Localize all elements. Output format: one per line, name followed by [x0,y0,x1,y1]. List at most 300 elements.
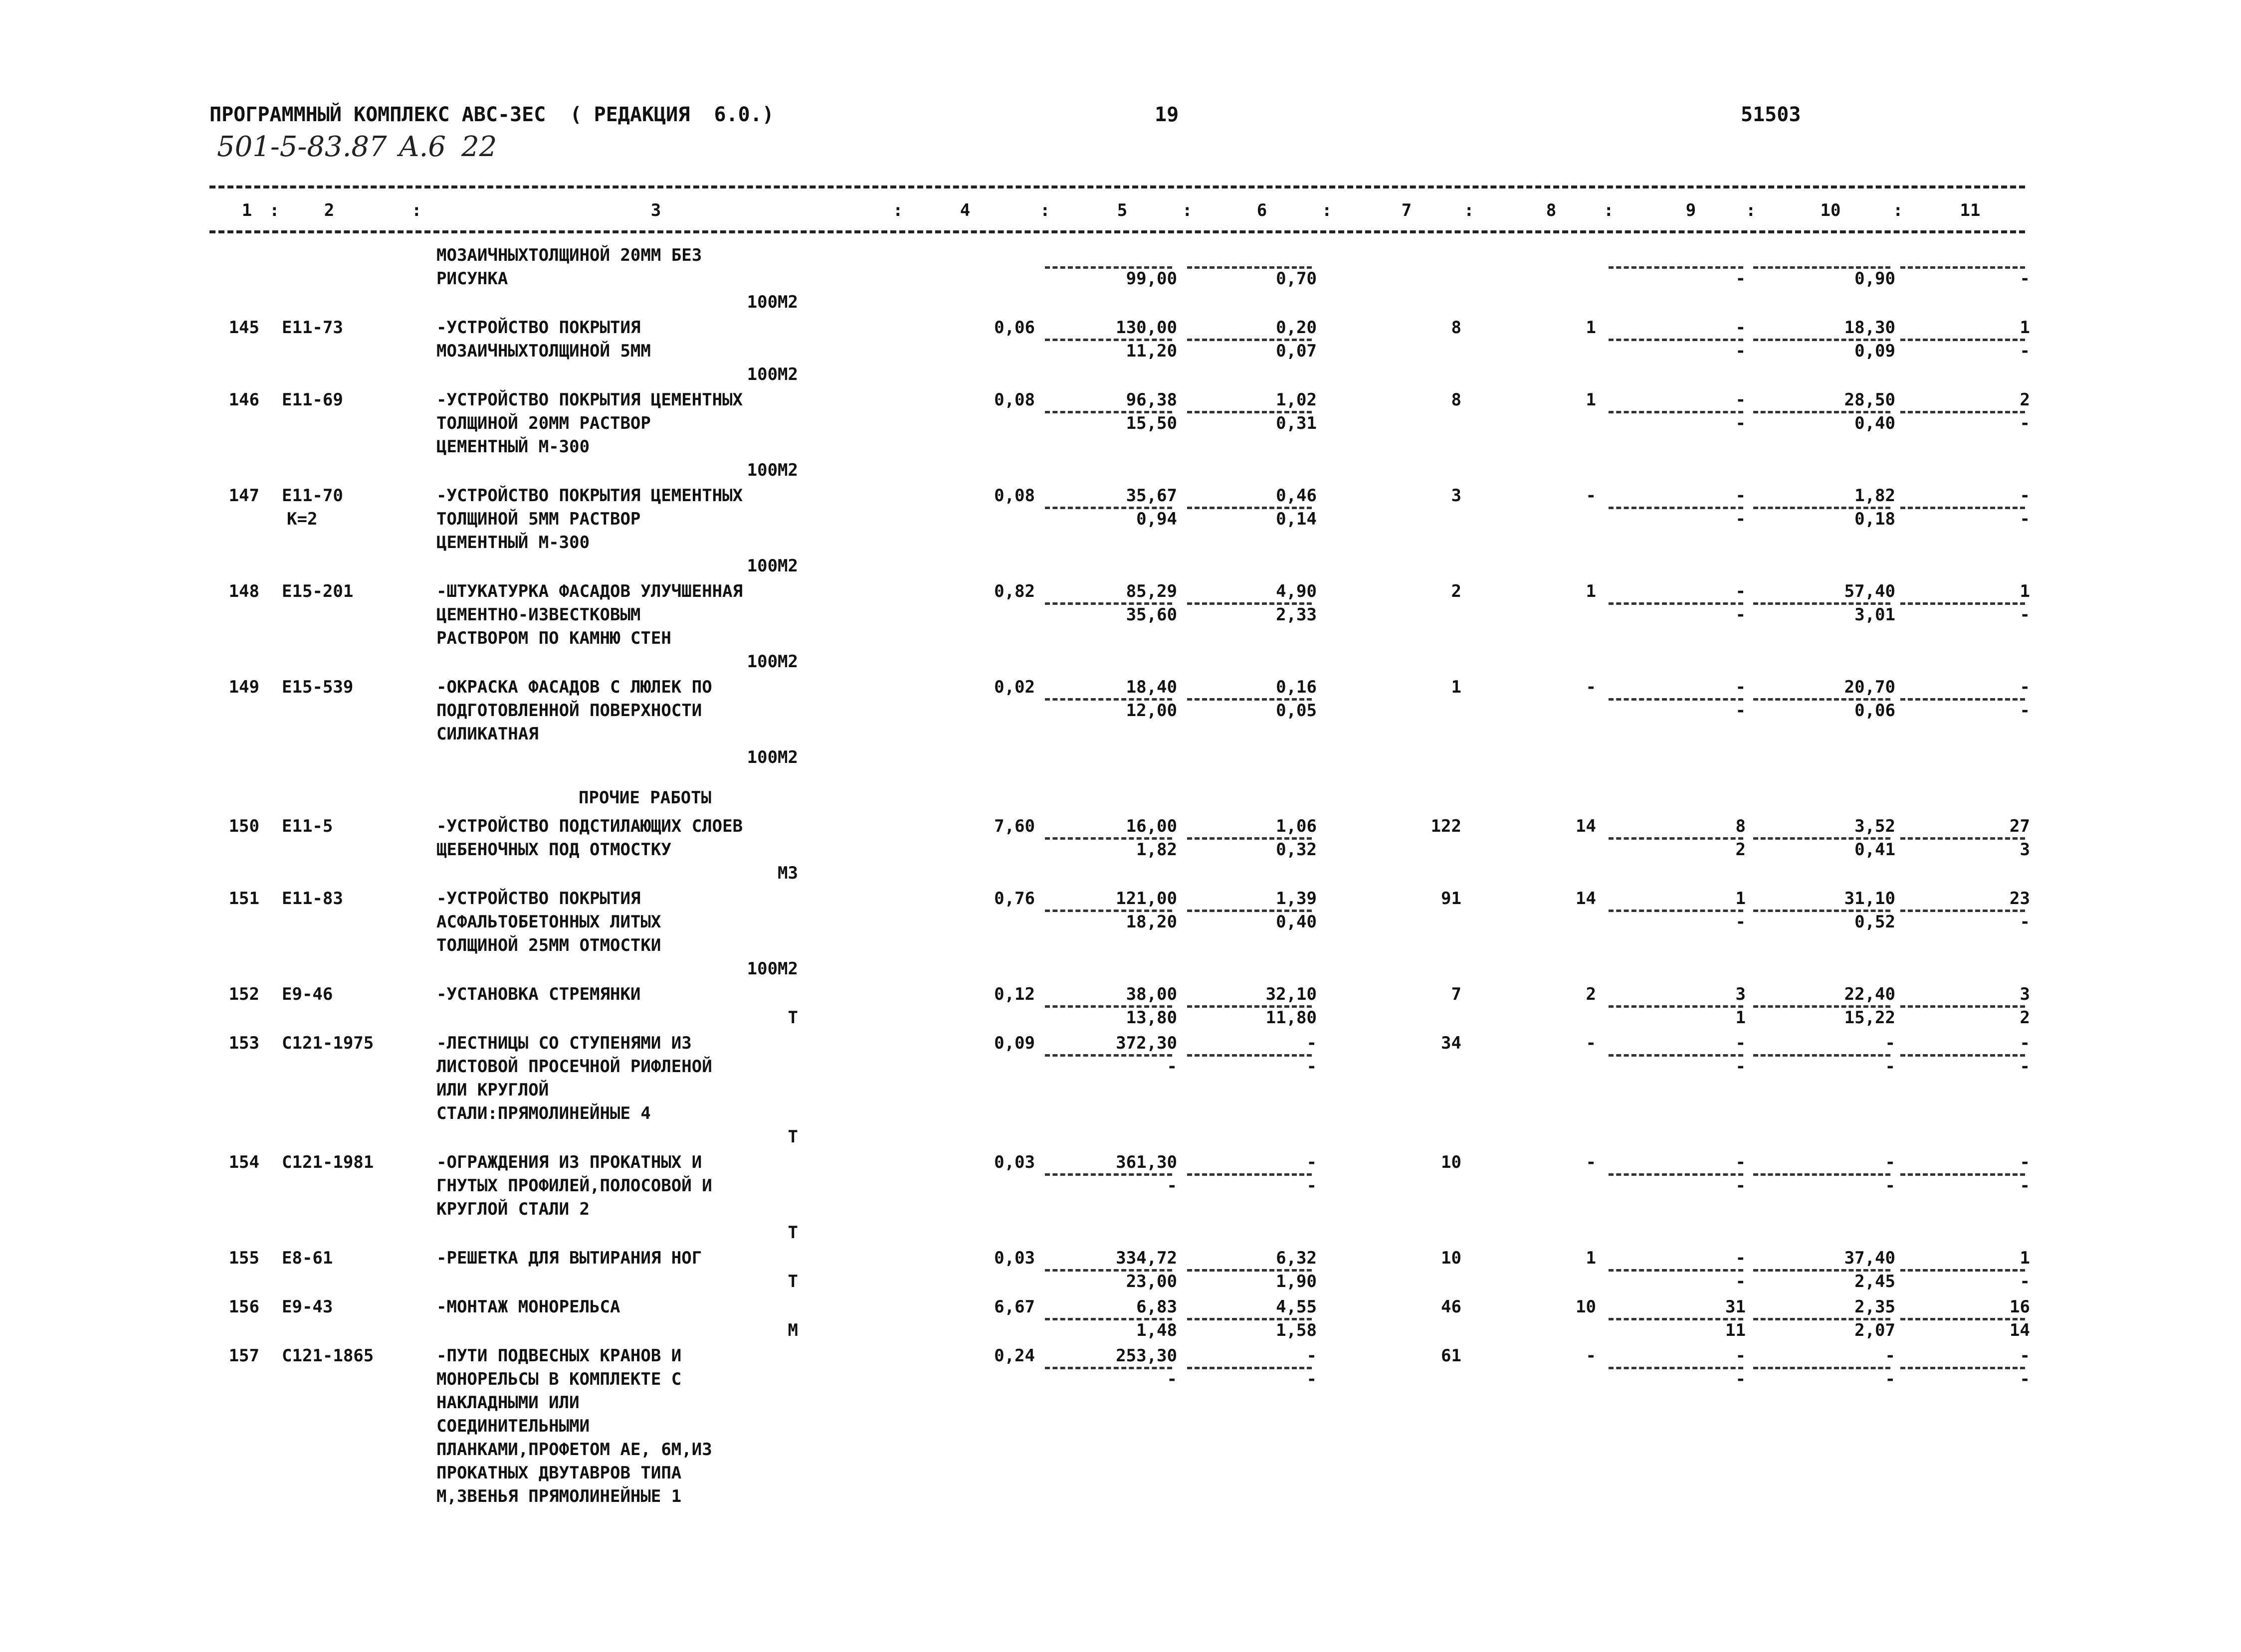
value-c6a: 0,20 [1276,318,1317,338]
value-c7: 1 [1451,677,1461,697]
value-c10b: 2,07 [1854,1320,1895,1340]
value-underline [1187,1054,1312,1057]
value-underline [1900,910,2025,912]
work-description: -ОКРАСКА ФАСАДОВ С ЛЮЛЕК ПО [436,677,712,697]
value-c4: 0,12 [994,984,1035,1004]
value-c10b: 0,90 [1854,269,1895,289]
handwritten-album: A.6 [399,131,446,163]
value-c9a: - [1735,1033,1746,1053]
work-description: АСФАЛЬТОБЕТОННЫХ ЛИТЫХ [436,912,661,932]
column-separator: : [1893,200,1903,220]
value-underline [1900,837,2025,840]
value-c5a: 16,00 [1126,816,1177,836]
value-c4: 7,60 [994,816,1035,836]
norm-code: Е15-201 [282,581,354,601]
value-underline [1900,602,2025,605]
row-number: 149 [228,677,259,697]
work-description: НАКЛАДНЫМИ ИЛИ [436,1393,580,1413]
norm-code: Е11-73 [282,318,343,338]
value-c4: 0,82 [994,581,1035,601]
row-number: 155 [228,1248,259,1268]
value-c11b: 14 [2010,1320,2030,1340]
value-underline [1900,411,2025,413]
value-c5a: 38,00 [1126,984,1177,1004]
value-underline [1900,1054,2025,1057]
work-description: -УСТАНОВКА СТРЕМЯНКИ [436,984,641,1004]
value-c6b: 0,14 [1276,509,1317,529]
value-underline [1609,1269,1743,1272]
value-c5b: - [1167,1176,1177,1196]
value-c7: 3 [1451,486,1461,506]
value-c9b: 1 [1735,1008,1746,1028]
value-c11b: - [2020,413,2030,433]
work-description: -УСТРОЙСТВО ПОКРЫТИЯ [436,318,641,338]
value-c9b: - [1735,1272,1746,1291]
value-c8: - [1586,1152,1596,1172]
value-c5b: 15,50 [1126,413,1177,433]
value-c4: 0,09 [994,1033,1035,1053]
value-c6a: 4,90 [1276,581,1317,601]
value-underline [1900,1367,2025,1369]
value-c6a: 1,39 [1276,889,1317,909]
value-c11a: - [2020,677,2030,697]
column-number-6: 6 [1256,200,1267,220]
value-c11b: - [2020,341,2030,361]
value-c6b: - [1306,1176,1317,1196]
value-c5b: - [1167,1057,1177,1077]
column-separator: : [1464,200,1474,220]
value-c10a: 20,70 [1844,677,1895,697]
value-c7: 7 [1451,984,1461,1004]
value-c9b: - [1735,269,1746,289]
value-c8: 1 [1586,390,1596,410]
value-c9b: - [1735,701,1746,721]
value-c9a: 31 [1725,1297,1746,1317]
work-description: МОЗАИЧНЫХТОЛЩИНОЙ 20ММ БЕЗ [436,245,702,265]
value-underline [1609,266,1743,269]
value-c6b: - [1306,1057,1317,1077]
value-c5a: 18,40 [1126,677,1177,697]
value-underline [1045,1054,1172,1057]
value-c7: 10 [1441,1152,1461,1172]
value-c6a: 0,46 [1276,486,1317,506]
column-separator: : [1040,200,1050,220]
value-c11b: 3 [2020,840,2030,860]
value-c11a: - [2020,1152,2030,1172]
value-c5b: 99,00 [1126,269,1177,289]
value-underline [1900,1173,2025,1176]
column-number-3: 3 [650,200,661,220]
value-c10a: 28,50 [1844,390,1895,410]
value-c8: 1 [1586,581,1596,601]
row-number: 146 [228,390,259,410]
row-number: 154 [228,1152,259,1172]
value-c5a: 334,72 [1116,1248,1177,1268]
value-c10b: 3,01 [1854,605,1895,625]
work-description: ПЛАНКАМИ,ПРОФЕТОМ АЕ, 6М,ИЗ [436,1440,712,1460]
value-c4: 0,08 [994,486,1035,506]
value-c6a: - [1306,1346,1317,1366]
value-c8: - [1586,677,1596,697]
value-c6a: 32,10 [1265,984,1317,1004]
unit-of-measure: 100М2 [747,556,798,576]
value-c10b: 0,40 [1854,413,1895,433]
value-c9b: - [1735,1057,1746,1077]
work-description: -УСТРОЙСТВО ПОКРЫТИЯ [436,889,641,909]
value-c9b: - [1735,912,1746,932]
value-c6a: 1,06 [1276,816,1317,836]
value-c5b: 12,00 [1126,701,1177,721]
value-c10b: 15,22 [1844,1008,1895,1028]
unit-of-measure: М [788,1320,798,1340]
value-underline [1045,1367,1172,1369]
value-c11b: - [2020,605,2030,625]
unit-of-measure: 100М2 [747,959,798,979]
value-c10a: 3,52 [1854,816,1895,836]
row-number: 148 [228,581,259,601]
value-c9a: 3 [1735,984,1746,1004]
value-c7: 10 [1441,1248,1461,1268]
work-description: ТОЛЩИНОЙ 5ММ РАСТВОР [436,509,641,529]
value-c9b: - [1735,341,1746,361]
column-separator: : [269,200,280,220]
work-description: ЦЕМЕНТНЫЙ М-300 [436,533,590,552]
work-description: -УСТРОЙСТВО ПОДСТИЛАЮЩИХ СЛОЕВ [436,816,743,836]
value-c10a: - [1885,1033,1895,1053]
value-underline [1187,1173,1312,1176]
value-c6a: - [1306,1152,1317,1172]
value-c10b: 0,41 [1854,840,1895,860]
row-number: 153 [228,1033,259,1053]
value-c10a: 18,30 [1844,318,1895,338]
value-underline [1609,910,1743,912]
unit-of-measure: 100М2 [747,365,798,384]
value-c9b: - [1735,1176,1746,1196]
value-c10a: 2,35 [1854,1297,1895,1317]
value-c5a: 96,38 [1126,390,1177,410]
column-number-2: 2 [324,200,335,220]
value-c11a: 23 [2010,889,2030,909]
value-c11a: 27 [2010,816,2030,836]
value-c6a: 0,16 [1276,677,1317,697]
value-underline [1753,1054,1890,1057]
column-number-5: 5 [1117,200,1128,220]
value-c10b: 2,45 [1854,1272,1895,1291]
value-c10a: 31,10 [1844,889,1895,909]
norm-code: Е11-70 [282,486,343,506]
value-underline [1753,1173,1890,1176]
norm-code-coefficient: К=2 [287,509,318,529]
value-c6a: 6,32 [1276,1248,1317,1268]
value-c4: 0,06 [994,318,1035,338]
norm-code: Е9-46 [282,984,333,1004]
value-c6b: 11,80 [1265,1008,1317,1028]
value-c6b: 0,05 [1276,701,1317,721]
norm-code: Е11-5 [282,816,333,836]
value-c11a: - [2020,1033,2030,1053]
value-c10b: 0,06 [1854,701,1895,721]
value-c7: 2 [1451,581,1461,601]
value-c8: 10 [1576,1297,1596,1317]
norm-code: Е8-61 [282,1248,333,1268]
value-c8: 14 [1576,889,1596,909]
column-number-7: 7 [1401,200,1412,220]
handwritten-doc-number: 501-5-83.87 [217,131,387,163]
value-c4: 0,02 [994,677,1035,697]
row-number: 152 [228,984,259,1004]
column-number-11: 11 [1960,200,1981,220]
value-c9a: 8 [1735,816,1746,836]
value-c11a: 1 [2020,581,2030,601]
page-number: 19 [1155,103,1179,126]
work-description: ТОЛЩИНОЙ 20ММ РАСТВОР [436,413,651,433]
work-description: СИЛИКАТНАЯ [436,724,539,744]
work-description: СОЕДИНИТЕЛЬНЫМИ [436,1416,590,1436]
value-underline [1753,1367,1890,1369]
row-number: 151 [228,889,259,909]
value-c9a: - [1735,1152,1746,1172]
row-number: 150 [228,816,259,836]
value-c6b: 0,40 [1276,912,1317,932]
value-c4: 6,67 [994,1297,1035,1317]
value-c11a: 2 [2020,390,2030,410]
work-description: ПОДГОТОВЛЕННОЙ ПОВЕРХНОСТИ [436,701,702,721]
value-c7: 122 [1430,816,1461,836]
value-c9b: - [1735,413,1746,433]
column-separator: : [893,200,903,220]
value-c11a: 1 [2020,318,2030,338]
value-c7: 8 [1451,390,1461,410]
work-description: МОНОРЕЛЬСЫ В КОМПЛЕКТЕ С [436,1369,682,1389]
value-underline [1900,1269,2025,1272]
value-c9b: - [1735,1369,1746,1389]
value-c6a: - [1306,1033,1317,1053]
value-c8: 14 [1576,816,1596,836]
work-description: ЦЕМЕНТНО-ИЗВЕСТКОВЫМ [436,605,641,625]
value-c9b: - [1735,509,1746,529]
work-description: ИЛИ КРУГЛОЙ [436,1080,549,1100]
work-description: -ШТУКАТУРКА ФАСАДОВ УЛУЧШЕННАЯ [436,581,743,601]
value-underline [1900,507,2025,509]
value-underline [1609,1173,1743,1176]
work-description: РИСУНКА [436,269,508,289]
unit-of-measure: Т [788,1272,798,1291]
header-rule-bottom [209,230,2025,233]
value-c9b: 2 [1735,840,1746,860]
norm-code: Е11-69 [282,390,343,410]
value-underline [1045,1173,1172,1176]
value-underline [1900,1318,2025,1320]
row-number: 156 [228,1297,259,1317]
value-c10b: 0,52 [1854,912,1895,932]
value-c6b: 0,07 [1276,341,1317,361]
value-c4: 0,76 [994,889,1035,909]
value-c5b: 0,94 [1136,509,1177,529]
column-separator: : [1604,200,1614,220]
value-c5a: 85,29 [1126,581,1177,601]
value-c5b: 1,48 [1136,1320,1177,1340]
value-c6b: 2,33 [1276,605,1317,625]
value-c8: 1 [1586,1248,1596,1268]
value-c10b: - [1885,1369,1895,1389]
value-c6b: 0,70 [1276,269,1317,289]
unit-of-measure: Т [788,1127,798,1147]
value-underline [1609,507,1743,509]
unit-of-measure: 100М2 [747,747,798,767]
value-c9a: - [1735,1346,1746,1366]
value-underline [1900,266,2025,269]
value-underline [1609,339,1743,341]
work-description: КРУГЛОЙ СТАЛИ 2 [436,1199,590,1219]
value-c6b: 1,58 [1276,1320,1317,1340]
value-c5b: 11,20 [1126,341,1177,361]
value-c5a: 372,30 [1116,1033,1177,1053]
column-number-10: 10 [1820,200,1841,220]
value-c9a: - [1735,390,1746,410]
value-c5b: 1,82 [1136,840,1177,860]
unit-of-measure: 100М2 [747,652,798,672]
work-description: -ЛЕСТНИЦЫ СО СТУПЕНЯМИ ИЗ [436,1033,692,1053]
value-c11b: - [2020,1057,2030,1077]
column-separator: : [1322,200,1332,220]
work-description: -УСТРОЙСТВО ПОКРЫТИЯ ЦЕМЕНТНЫХ [436,390,743,410]
document-code: 51503 [1741,103,1801,126]
value-underline [1609,698,1743,701]
work-description: -ПУТИ ПОДВЕСНЫХ КРАНОВ И [436,1346,682,1366]
value-c7: 61 [1441,1346,1461,1366]
header-rule-top [209,185,2025,188]
value-c11a: 3 [2020,984,2030,1004]
value-c11b: - [2020,701,2030,721]
value-c8: - [1586,1033,1596,1053]
norm-code: С121-1981 [282,1152,374,1172]
value-underline [1900,1005,2025,1008]
value-c6a: 1,02 [1276,390,1317,410]
row-number: 145 [228,318,259,338]
value-c11b: - [2020,1176,2030,1196]
value-underline [1900,698,2025,701]
value-c8: 2 [1586,984,1596,1004]
column-number-1: 1 [241,200,252,220]
value-c10b: - [1885,1176,1895,1196]
value-c9b: - [1735,605,1746,625]
work-description: ЩЕБЕНОЧНЫХ ПОД ОТМОСТКУ [436,840,671,860]
value-c9b: 11 [1725,1320,1746,1340]
value-c11b: 2 [2020,1008,2030,1028]
value-c10a: 22,40 [1844,984,1895,1004]
value-c8: - [1586,1346,1596,1366]
section-heading: ПРОЧИЕ РАБОТЫ [579,788,712,808]
value-c5a: 121,00 [1116,889,1177,909]
norm-code: Е15-539 [282,677,354,697]
value-c5a: 253,30 [1116,1346,1177,1366]
work-description: РАСТВОРОМ ПО КАМНЮ СТЕН [436,628,671,648]
value-c11a: - [2020,1346,2030,1366]
value-c6a: 4,55 [1276,1297,1317,1317]
column-separator: : [411,200,422,220]
value-c11b: - [2020,1272,2030,1291]
row-number: 157 [228,1346,259,1366]
norm-code: С121-1865 [282,1346,374,1366]
handwritten-sheet: 22 [461,131,497,163]
value-c6b: 0,31 [1276,413,1317,433]
value-c11b: - [2020,269,2030,289]
value-c7: 91 [1441,889,1461,909]
column-number-8: 8 [1546,200,1557,220]
value-underline [1609,1367,1743,1369]
work-description: М,ЗВЕНЬЯ ПРЯМОЛИНЕЙНЫЕ 1 [436,1486,682,1506]
value-c6b: - [1306,1369,1317,1389]
work-description: СТАЛИ:ПРЯМОЛИНЕЙНЫЕ 4 [436,1103,651,1123]
value-c5a: 361,30 [1116,1152,1177,1172]
work-description: МОЗАИЧНЫХТОЛЩИНОЙ 5ММ [436,341,651,361]
column-separator: : [1182,200,1193,220]
value-c4: 0,03 [994,1248,1035,1268]
value-c6b: 1,90 [1276,1272,1317,1291]
value-c4: 0,24 [994,1346,1035,1366]
value-c5b: 13,80 [1126,1008,1177,1028]
value-c11a: - [2020,486,2030,506]
value-underline [1609,1318,1743,1320]
work-description: ПРОКАТНЫХ ДВУТАВРОВ ТИПА [436,1463,682,1483]
unit-of-measure: Т [788,1223,798,1243]
value-c10b: 0,09 [1854,341,1895,361]
value-c5a: 6,83 [1136,1297,1177,1317]
value-underline [1609,1005,1743,1008]
value-c5b: 23,00 [1126,1272,1177,1291]
value-c7: 34 [1441,1033,1461,1053]
value-c11b: - [2020,912,2030,932]
value-c10b: - [1885,1057,1895,1077]
work-description: ЦЕМЕНТНЫЙ М-300 [436,437,590,457]
value-c9a: 1 [1735,889,1746,909]
value-c5a: 35,67 [1126,486,1177,506]
work-description: -УСТРОЙСТВО ПОКРЫТИЯ ЦЕМЕНТНЫХ [436,486,743,506]
column-number-4: 4 [960,200,971,220]
work-description: ТОЛЩИНОЙ 25ММ ОТМОСТКИ [436,935,661,955]
unit-of-measure: 100М2 [747,460,798,480]
value-c10b: 0,18 [1854,509,1895,529]
value-c7: 46 [1441,1297,1461,1317]
norm-code: Е11-83 [282,889,343,909]
value-c8: - [1586,486,1596,506]
value-c10a: 37,40 [1844,1248,1895,1268]
value-c9a: - [1735,318,1746,338]
value-c9a: - [1735,486,1746,506]
unit-of-measure: Т [788,1008,798,1028]
program-title: ПРОГРАММНЫЙ КОМПЛЕКС АВС-ЗЕС ( РЕДАКЦИЯ 6.0.) [209,103,774,126]
norm-code: Е9-43 [282,1297,333,1317]
value-underline [1609,602,1743,605]
value-c10a: 1,82 [1854,486,1895,506]
value-c4: 0,03 [994,1152,1035,1172]
work-description: ГНУТЫХ ПРОФИЛЕЙ,ПОЛОСОВОЙ И [436,1176,712,1196]
value-c11a: 1 [2020,1248,2030,1268]
value-c5b: 18,20 [1126,912,1177,932]
value-c11b: - [2020,509,2030,529]
work-description: -РЕШЕТКА ДЛЯ ВЫТИРАНИЯ НОГ [436,1248,702,1268]
value-c6b: 0,32 [1276,840,1317,860]
value-underline [1609,1054,1743,1057]
value-underline [1609,411,1743,413]
column-number-9: 9 [1685,200,1696,220]
work-description: -ОГРАЖДЕНИЯ ИЗ ПРОКАТНЫХ И [436,1152,702,1172]
value-c5b: - [1167,1369,1177,1389]
unit-of-measure: М3 [778,863,798,883]
value-c11b: - [2020,1369,2030,1389]
value-underline [1900,339,2025,341]
norm-code: С121-1975 [282,1033,374,1053]
